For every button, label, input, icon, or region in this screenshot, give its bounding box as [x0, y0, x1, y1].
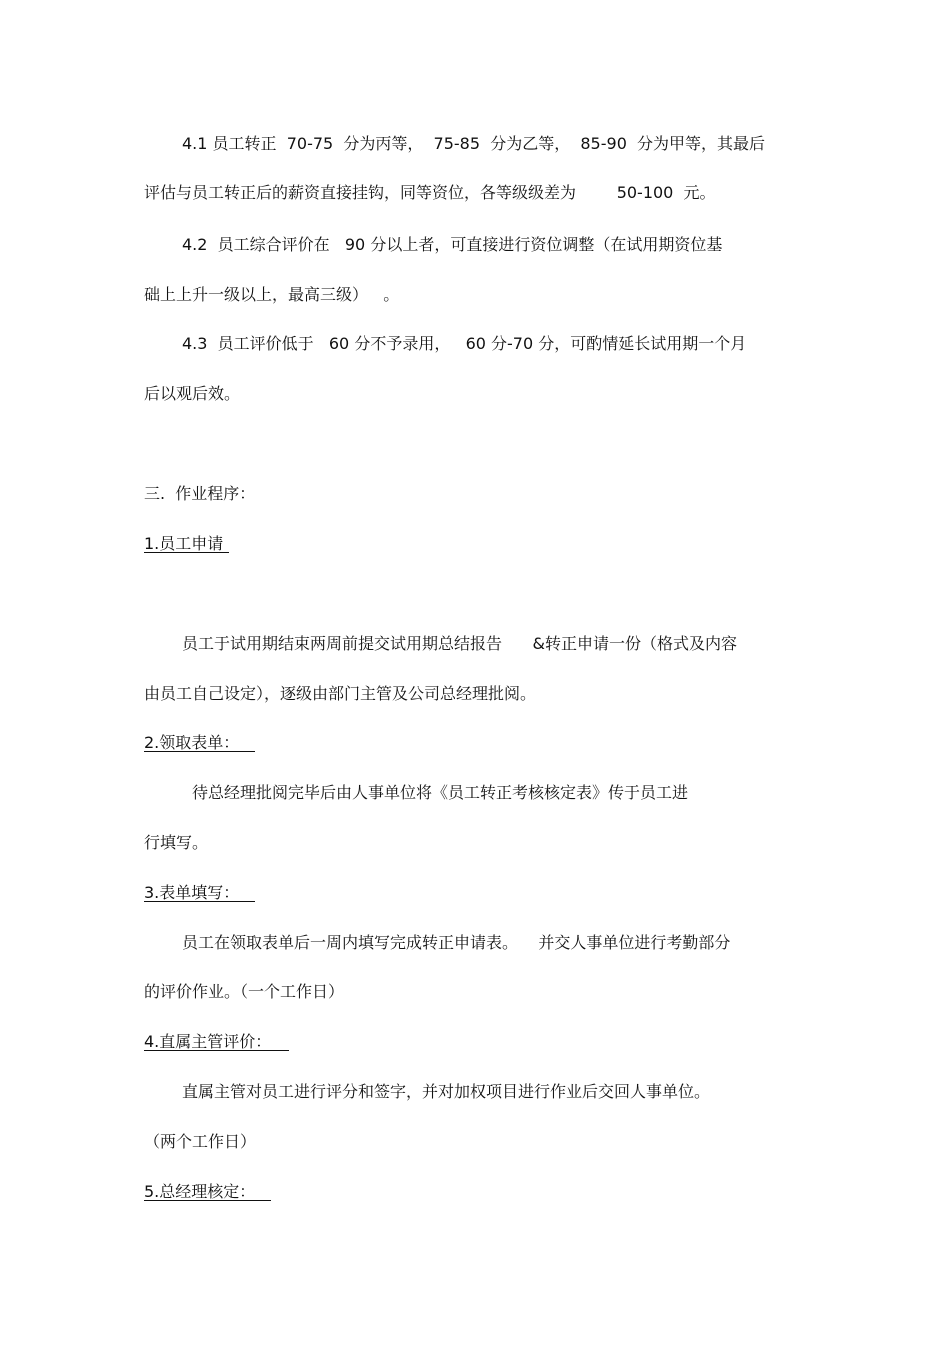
step-5-heading — [144, 1182, 271, 1202]
step-4-heading — [144, 1032, 289, 1052]
step-2-heading — [144, 733, 255, 753]
step-5-heading-text: 5.总经理核定： — [144, 1182, 256, 1201]
step-1-line-1: 员工于试用期结束两周前提交试用期总结报告 &转正申请一份（格式及内容 — [182, 634, 737, 653]
step-2-heading-text: 2.领取表单： — [144, 733, 240, 752]
heading-underline — [255, 1182, 271, 1201]
step-1-heading — [144, 534, 229, 554]
step-3-line-1: 员工在领取表单后一周内填写完成转正申请表。 并交人事单位进行考勤部分 — [182, 933, 731, 952]
paragraph-4-1-line-2: 评估与员工转正后的薪资直接挂钩，同等资位，各等级级差为 50-100 元。 — [144, 183, 716, 202]
step-3-line-2: 的评价作业。（一个工作日） — [144, 982, 345, 1001]
step-2-line-2: 行填写。 — [144, 833, 209, 852]
heading-underline — [239, 883, 255, 902]
step-4-line-2: （两个工作日） — [144, 1132, 257, 1151]
step-1-heading-text: 1.员工申请 — [144, 534, 224, 553]
step-3-heading-text: 3.表单填写： — [144, 883, 240, 902]
step-3-heading — [144, 883, 255, 903]
step-2-line-1: 待总经理批阅完毕后由人事单位将《员工转正考核核定表》传于员工进 — [192, 783, 689, 802]
heading-underline — [239, 733, 255, 752]
section-3-title: 三. 作业程序： — [144, 484, 256, 503]
paragraph-4-1-line-1: 4.1 员工转正 70-75 分为丙等， 75-85 分为乙等， 85-90 分为甲等，其最后 — [182, 134, 766, 153]
step-4-line-1: 直属主管对员工进行评分和签字，并对加权项目进行作业后交回人事单位。 — [182, 1082, 711, 1101]
step-4-heading-text: 4.直属主管评价： — [144, 1032, 272, 1051]
paragraph-4-2-line-1: 4.2 员工综合评价在 90 分以上者，可直接进行资位调整（在试用期资位基 — [182, 235, 723, 254]
heading-underline — [271, 1032, 289, 1051]
paragraph-4-2-line-2: 础上上升一级以上，最高三级） 。 — [144, 285, 400, 304]
heading-underline — [223, 534, 229, 553]
step-1-line-2: 由员工自己设定），逐级由部门主管及公司总经理批阅。 — [144, 684, 537, 703]
paragraph-4-3-line-1: 4.3 员工评价低于 60 分不予录用， 60 分-70 分，可酌情延长试用期一个月 — [182, 334, 747, 353]
paragraph-4-3-line-2: 后以观后效。 — [144, 384, 241, 403]
